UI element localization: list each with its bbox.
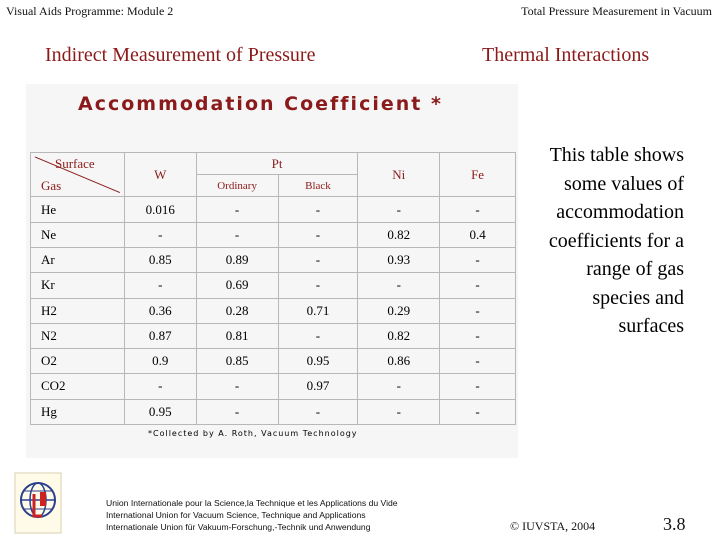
- value-cell-pt-black: -: [278, 197, 358, 222]
- value-cell-w: 0.9: [124, 349, 196, 374]
- col-header-w: W: [124, 153, 196, 197]
- value-cell-pt-ordinary: -: [196, 399, 278, 424]
- value-cell-w: 0.87: [124, 323, 196, 348]
- table-row: [31, 349, 516, 374]
- header-topic: Total Pressure Measurement in Vacuum: [521, 4, 712, 18]
- value-cell-ni: -: [358, 399, 440, 424]
- value-cell-fe: -: [440, 197, 516, 222]
- gas-cell: Kr: [31, 273, 125, 298]
- description-line: accommodation: [556, 201, 684, 223]
- description-line: species and: [592, 286, 684, 309]
- figure-heading: Accommodation Coefficient *: [78, 93, 443, 115]
- union-line: Union Internationale pour la Science,la Technique et les Applications du Vide: [106, 498, 398, 508]
- description-line: range of gas: [586, 258, 684, 280]
- value-cell-ni: -: [358, 197, 440, 222]
- description-line: surfaces: [618, 315, 684, 337]
- col-header-fe: Fe: [440, 153, 516, 197]
- gas-label: Gas: [41, 178, 62, 193]
- gas-cell: Ar: [31, 248, 125, 273]
- value-cell-fe: 0.4: [440, 222, 516, 247]
- value-cell-pt-ordinary: 0.28: [196, 298, 278, 323]
- value-cell-ni: -: [358, 374, 440, 399]
- description-line: This table shows: [549, 144, 684, 166]
- value-cell-ni: 0.86: [358, 349, 440, 374]
- value-cell-w: 0.85: [124, 248, 196, 273]
- col-header-pt-black: Black: [278, 175, 358, 197]
- value-cell-pt-black: -: [278, 222, 358, 247]
- value-cell-pt-ordinary: -: [196, 197, 278, 222]
- iuvsta-logo-icon: [14, 472, 62, 534]
- gas-cell: O2: [31, 349, 125, 374]
- slide-title-right: Thermal Interactions: [482, 44, 650, 66]
- gas-cell: CO2: [31, 374, 125, 399]
- col-header-ni: Ni: [358, 153, 440, 197]
- table-row: [31, 323, 516, 348]
- value-cell-fe: -: [440, 374, 516, 399]
- value-cell-pt-ordinary: 0.89: [196, 248, 278, 273]
- value-cell-w: -: [124, 374, 196, 399]
- union-line: Internationale Union für Vakuum-Forschung,-Technik und Anwendung: [106, 522, 371, 532]
- value-cell-ni: 0.93: [358, 248, 440, 273]
- value-cell-ni: 0.82: [358, 222, 440, 247]
- value-cell-fe: -: [440, 248, 516, 273]
- accommodation-table: [30, 152, 516, 425]
- table-row: [31, 374, 516, 399]
- col-header-pt: Pt: [196, 153, 358, 175]
- value-cell-ni: 0.29: [358, 298, 440, 323]
- copyright: © IUVSTA, 2004: [510, 519, 596, 533]
- value-cell-pt-black: 0.97: [278, 374, 358, 399]
- value-cell-pt-black: 0.95: [278, 349, 358, 374]
- value-cell-w: -: [124, 273, 196, 298]
- value-cell-fe: -: [440, 323, 516, 348]
- table-row: [31, 222, 516, 247]
- value-cell-pt-black: -: [278, 248, 358, 273]
- gas-cell: N2: [31, 323, 125, 348]
- value-cell-fe: -: [440, 399, 516, 424]
- value-cell-pt-ordinary: 0.81: [196, 323, 278, 348]
- description-text: [510, 141, 684, 341]
- page-number: 3.8: [663, 514, 686, 534]
- value-cell-w: 0.95: [124, 399, 196, 424]
- value-cell-ni: -: [358, 273, 440, 298]
- table-row: [31, 298, 516, 323]
- slide-title-left: Indirect Measurement of Pressure: [45, 44, 316, 66]
- value-cell-pt-ordinary: -: [196, 374, 278, 399]
- table-row: [31, 399, 516, 424]
- value-cell-w: 0.36: [124, 298, 196, 323]
- gas-cell: Hg: [31, 399, 125, 424]
- value-cell-ni: 0.82: [358, 323, 440, 348]
- value-cell-w: -: [124, 222, 196, 247]
- gas-cell: H2: [31, 298, 125, 323]
- table-row: [31, 248, 516, 273]
- value-cell-pt-ordinary: 0.85: [196, 349, 278, 374]
- value-cell-w: 0.016: [124, 197, 196, 222]
- col-header-pt-ordinary: Ordinary: [196, 175, 278, 197]
- header-module: Visual Aids Programme: Module 2: [6, 4, 174, 18]
- value-cell-fe: -: [440, 349, 516, 374]
- surface-label: Surface: [55, 156, 95, 171]
- value-cell-pt-black: -: [278, 323, 358, 348]
- union-names: [106, 497, 398, 533]
- value-cell-pt-ordinary: 0.69: [196, 273, 278, 298]
- surface-gas-header-cell: [31, 153, 125, 197]
- table-row: [31, 197, 516, 222]
- value-cell-pt-black: -: [278, 399, 358, 424]
- accommodation-table-figure: [26, 84, 518, 458]
- description-line: some values of: [564, 172, 684, 195]
- value-cell-pt-ordinary: -: [196, 222, 278, 247]
- gas-cell: He: [31, 197, 125, 222]
- table-row: [31, 273, 516, 298]
- gas-cell: Ne: [31, 222, 125, 247]
- value-cell-pt-black: 0.71: [278, 298, 358, 323]
- table-header-row: [31, 153, 516, 175]
- description-line: coefficients for a: [548, 229, 684, 252]
- figure-source-note: *Collected by A. Roth, Vacuum Technology: [148, 429, 358, 438]
- value-cell-fe: -: [440, 273, 516, 298]
- value-cell-pt-black: -: [278, 273, 358, 298]
- union-line: International Union for Vacuum Science, Technique and Applications: [106, 510, 366, 520]
- value-cell-fe: -: [440, 298, 516, 323]
